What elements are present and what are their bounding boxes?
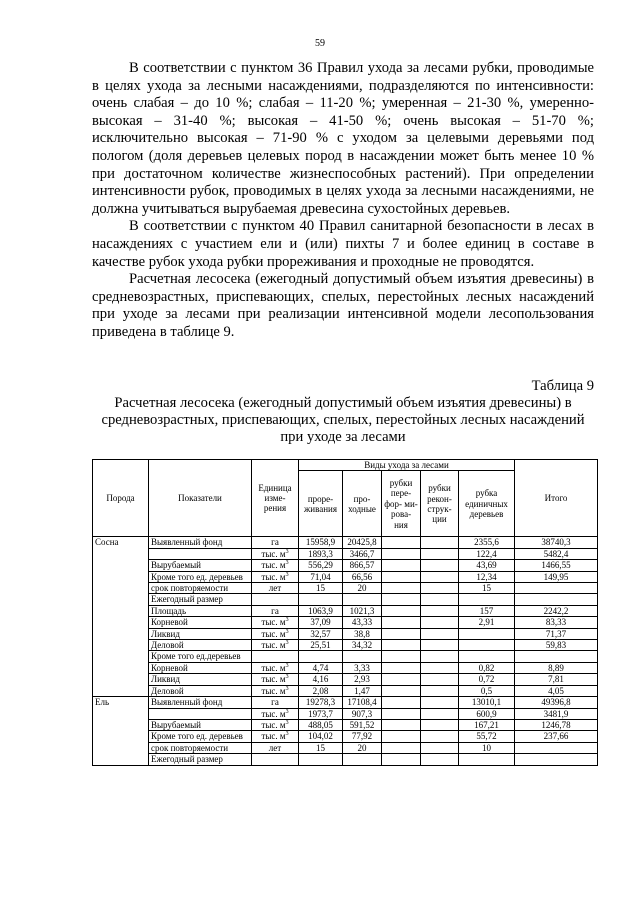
cell-single (459, 628, 515, 639)
cell-reform (382, 628, 421, 639)
cell-single (459, 594, 515, 605)
cell-indicator: Вырубаемый (149, 560, 252, 571)
cell-single: 0,5 (459, 685, 515, 696)
cell-species (93, 640, 149, 651)
cell-single: 10 (459, 742, 515, 753)
cell-thinning: 19278,3 (299, 697, 343, 708)
cell-total: 5482,4 (515, 548, 598, 559)
cell-unit: га (252, 605, 299, 616)
cell-passing: 34,32 (343, 640, 382, 651)
cell-passing: 20425,8 (343, 537, 382, 548)
cell-single: 55,72 (459, 731, 515, 742)
cell-species (93, 708, 149, 719)
cell-indicator (149, 548, 252, 559)
cell-single: 2,91 (459, 617, 515, 628)
cell-species (93, 548, 149, 559)
table-row (93, 662, 598, 673)
cell-total: 49396,8 (515, 697, 598, 708)
cell-unit: тыс. $м^3$ (252, 548, 299, 559)
cell-reform (382, 548, 421, 559)
cell-thinning: 104,02 (299, 731, 343, 742)
cell-reform (382, 697, 421, 708)
cell-unit: тыс. $м^3$ (252, 628, 299, 639)
table-row (93, 617, 598, 628)
cell-single: 12,34 (459, 571, 515, 582)
cell-reform (382, 571, 421, 582)
cell-unit (252, 754, 299, 765)
cell-single: 0,82 (459, 662, 515, 673)
cell-reform (382, 537, 421, 548)
cell-single: 167,21 (459, 719, 515, 730)
cell-thinning: 25,51 (299, 640, 343, 651)
cell-species (93, 605, 149, 616)
cell-reform (382, 708, 421, 719)
cell-thinning: 4,16 (299, 674, 343, 685)
cell-single (459, 754, 515, 765)
cell-reform (382, 719, 421, 730)
cell-reconstr (421, 651, 459, 662)
cell-passing: 20 (343, 583, 382, 594)
cell-indicator: срок повторяемости (149, 583, 252, 594)
cell-reconstr (421, 708, 459, 719)
body-text (92, 60, 594, 342)
table-row (93, 697, 598, 708)
cell-reconstr (421, 674, 459, 685)
cell-total (515, 583, 598, 594)
cell-species (93, 617, 149, 628)
header-indicators: Показатели (149, 460, 252, 537)
cell-passing: 866,57 (343, 560, 382, 571)
cell-reconstr (421, 617, 459, 628)
cell-reform (382, 731, 421, 742)
table-row (93, 583, 598, 594)
table-row (93, 560, 598, 571)
paragraph: В соответствии с пунктом 36 Правил ухода за лесами рубки, проводимые в целях ухода за лесными насаждениями, подразделяются по интенсивности: очень слабая – до 10 %; слабая – 11-20 %; умеренная – 21-30 %, умеренно-высокая – 31-40 %; высокая – 41-50 %; очень высокая – 51-70 %; исключительно высокая – 71-90 % с уходом за целевыми деревьями под пологом (доля деревьев целевых пород в насаждении может быть менее 10 % при достаточном количестве жизнеспособных растений). При определении интенсивности рубок, проводимых в целях ухода за лесными насаждениями, не должна учитываться вырубаемая древесина сухостойных деревьев. (92, 60, 594, 217)
cell-unit: га (252, 537, 299, 548)
cell-indicator: Выявленный фонд (149, 537, 252, 548)
cell-species (93, 731, 149, 742)
cell-total: 8,89 (515, 662, 598, 673)
header-total: Итого (515, 460, 598, 537)
cell-thinning: 15 (299, 583, 343, 594)
cell-thinning: 71,04 (299, 571, 343, 582)
cell-passing: 907,3 (343, 708, 382, 719)
table-row (93, 605, 598, 616)
cell-reform (382, 742, 421, 753)
cell-total: 83,33 (515, 617, 598, 628)
cell-reform (382, 651, 421, 662)
cell-reconstr (421, 662, 459, 673)
table-title: Расчетная лесосека (ежегодный допустимый объем изъятия древесины) в средневозрастных, приспевающих, спелых, перестойных лесных насаждений при уходе за лесами (101, 395, 585, 445)
cell-thinning: 488,05 (299, 719, 343, 730)
cell-passing: 3466,7 (343, 548, 382, 559)
header-reformation: рубки пере- фор- ми- рова- ния (382, 471, 421, 537)
cell-thinning (299, 651, 343, 662)
cell-single: 2355,6 (459, 537, 515, 548)
cell-passing: 1021,3 (343, 605, 382, 616)
cell-indicator: Деловой (149, 640, 252, 651)
cell-single: 0,72 (459, 674, 515, 685)
cell-indicator: Ежегодный размер (149, 594, 252, 605)
cell-single: 43,69 (459, 560, 515, 571)
cell-single: 157 (459, 605, 515, 616)
table-row (93, 571, 598, 582)
cell-thinning (299, 754, 343, 765)
cell-reconstr (421, 560, 459, 571)
header-unit: Единица изме- рения (252, 460, 299, 537)
cell-species (93, 594, 149, 605)
cell-indicator: Вырубаемый (149, 719, 252, 730)
cell-species: Ель (93, 697, 149, 708)
table-row (93, 640, 598, 651)
cell-species (93, 674, 149, 685)
data-table (92, 459, 598, 766)
table-row (93, 731, 598, 742)
cell-total: 1466,55 (515, 560, 598, 571)
cell-passing: 591,52 (343, 719, 382, 730)
cell-unit: тыс. $м^3$ (252, 731, 299, 742)
cell-indicator: Кроме того ед. деревьев (149, 571, 252, 582)
cell-reform (382, 605, 421, 616)
cell-species (93, 685, 149, 696)
cell-reconstr (421, 685, 459, 696)
cell-single: 13010,1 (459, 697, 515, 708)
cell-thinning: 2,08 (299, 685, 343, 696)
cell-reconstr (421, 719, 459, 730)
table-row (93, 674, 598, 685)
cell-unit: га (252, 697, 299, 708)
cell-species (93, 628, 149, 639)
table-row (93, 548, 598, 559)
header-passing: про- ходные (343, 471, 382, 537)
page-number: 59 (315, 38, 325, 49)
cell-total: 2242,2 (515, 605, 598, 616)
cell-single (459, 651, 515, 662)
cell-indicator: Ликвид (149, 628, 252, 639)
cell-thinning: 1973,7 (299, 708, 343, 719)
cell-unit: тыс. $м^3$ (252, 617, 299, 628)
cell-reconstr (421, 628, 459, 639)
table-row (93, 628, 598, 639)
cell-total: 1246,78 (515, 719, 598, 730)
cell-unit: тыс. $м^3$ (252, 571, 299, 582)
cell-species (93, 719, 149, 730)
cell-reconstr (421, 548, 459, 559)
cell-total (515, 742, 598, 753)
cell-single: 122,4 (459, 548, 515, 559)
header-species: Порода (93, 460, 149, 537)
cell-thinning: 15958,9 (299, 537, 343, 548)
paragraph: Расчетная лесосека (ежегодный допустимый объем изъятия древесины) в средневозрастных, приспевающих, спелых, перестойных лесных насаждений при уходе за лесами при реализации интенсивной модели лесопользования приведена в таблице 9. (92, 271, 594, 340)
cell-unit: тыс. $м^3$ (252, 685, 299, 696)
cell-reconstr (421, 697, 459, 708)
cell-thinning: 1893,3 (299, 548, 343, 559)
cell-single: 600,9 (459, 708, 515, 719)
cell-species (93, 754, 149, 765)
table-row (93, 708, 598, 719)
cell-unit: тыс. $м^3$ (252, 674, 299, 685)
cell-unit (252, 651, 299, 662)
cell-total: 71,37 (515, 628, 598, 639)
table-caption (92, 378, 594, 446)
cell-reform (382, 560, 421, 571)
cell-indicator: Площадь (149, 605, 252, 616)
cell-thinning: 4,74 (299, 662, 343, 673)
cell-reconstr (421, 537, 459, 548)
cell-reform (382, 640, 421, 651)
cell-thinning: 556,29 (299, 560, 343, 571)
cell-indicator: Ежегодный размер (149, 754, 252, 765)
cell-unit: тыс. $м^3$ (252, 640, 299, 651)
cell-total (515, 754, 598, 765)
cell-reform (382, 662, 421, 673)
cell-reconstr (421, 594, 459, 605)
cell-thinning: 32,57 (299, 628, 343, 639)
cell-passing: 3,33 (343, 662, 382, 673)
cell-unit: тыс. $м^3$ (252, 560, 299, 571)
header-care-types: Виды ухода за лесами (299, 460, 515, 471)
cell-passing (343, 754, 382, 765)
cell-passing: 1,47 (343, 685, 382, 696)
cell-reconstr (421, 742, 459, 753)
cell-unit: тыс. $м^3$ (252, 719, 299, 730)
cell-reconstr (421, 640, 459, 651)
cell-unit (252, 594, 299, 605)
cell-species (93, 583, 149, 594)
cell-passing: 77,92 (343, 731, 382, 742)
cell-thinning: 1063,9 (299, 605, 343, 616)
paragraph: В соответствии с пунктом 40 Правил санитарной безопасности в лесах в насаждениях с участием ели и (или) пихты 7 и более единиц в составе в качестве рубок ухода рубки прореживания и проходные не проводятся. (92, 218, 594, 270)
cell-total: 7,81 (515, 674, 598, 685)
cell-unit: лет (252, 583, 299, 594)
cell-total: 3481,9 (515, 708, 598, 719)
table-row (93, 742, 598, 753)
header-single-trees: рубка единичных деревьев (459, 471, 515, 537)
cell-single: 15 (459, 583, 515, 594)
cell-indicator: Корневой (149, 617, 252, 628)
cell-indicator (149, 708, 252, 719)
cell-reconstr (421, 571, 459, 582)
cell-reform (382, 617, 421, 628)
cell-passing: 38,8 (343, 628, 382, 639)
table-label: Таблица 9 (531, 378, 594, 394)
cell-indicator: Кроме того ед. деревьев (149, 731, 252, 742)
table-row (93, 651, 598, 662)
cell-indicator: срок повторяемости (149, 742, 252, 753)
cell-reform (382, 583, 421, 594)
cell-thinning: 37,09 (299, 617, 343, 628)
cell-indicator: Деловой (149, 685, 252, 696)
cell-thinning (299, 594, 343, 605)
cell-passing: 66,56 (343, 571, 382, 582)
cell-total: 4,05 (515, 685, 598, 696)
table-row (93, 719, 598, 730)
cell-passing: 17108,4 (343, 697, 382, 708)
header-reconstruction: рубки рекон- струк- ции (421, 471, 459, 537)
cell-total: 38740,3 (515, 537, 598, 548)
cell-total: 237,66 (515, 731, 598, 742)
cell-indicator: Корневой (149, 662, 252, 673)
cell-unit: тыс. $м^3$ (252, 708, 299, 719)
cell-species: Сосна (93, 537, 149, 548)
cell-reform (382, 594, 421, 605)
cell-passing: 43,33 (343, 617, 382, 628)
cell-indicator: Выявленный фонд (149, 697, 252, 708)
cell-reform (382, 685, 421, 696)
cell-total: 59,83 (515, 640, 598, 651)
cell-species (93, 571, 149, 582)
cell-reconstr (421, 583, 459, 594)
cell-reconstr (421, 754, 459, 765)
table-row (93, 685, 598, 696)
table-row (93, 594, 598, 605)
cell-reform (382, 754, 421, 765)
cell-unit: тыс. $м^3$ (252, 662, 299, 673)
cell-indicator: Ликвид (149, 674, 252, 685)
cell-thinning: 15 (299, 742, 343, 753)
cell-passing: 20 (343, 742, 382, 753)
cell-total (515, 651, 598, 662)
cell-passing (343, 594, 382, 605)
cell-species (93, 560, 149, 571)
cell-indicator: Кроме того ед.деревьев (149, 651, 252, 662)
table-row (93, 537, 598, 548)
cell-unit: лет (252, 742, 299, 753)
table-row (93, 754, 598, 765)
cell-reconstr (421, 731, 459, 742)
header-thinning: проре- живания (299, 471, 343, 537)
cell-species (93, 662, 149, 673)
cell-passing: 2,93 (343, 674, 382, 685)
cell-reform (382, 674, 421, 685)
cell-passing (343, 651, 382, 662)
cell-species (93, 742, 149, 753)
cell-single (459, 640, 515, 651)
cell-total (515, 594, 598, 605)
cell-species (93, 651, 149, 662)
cell-reconstr (421, 605, 459, 616)
cell-total: 149,95 (515, 571, 598, 582)
